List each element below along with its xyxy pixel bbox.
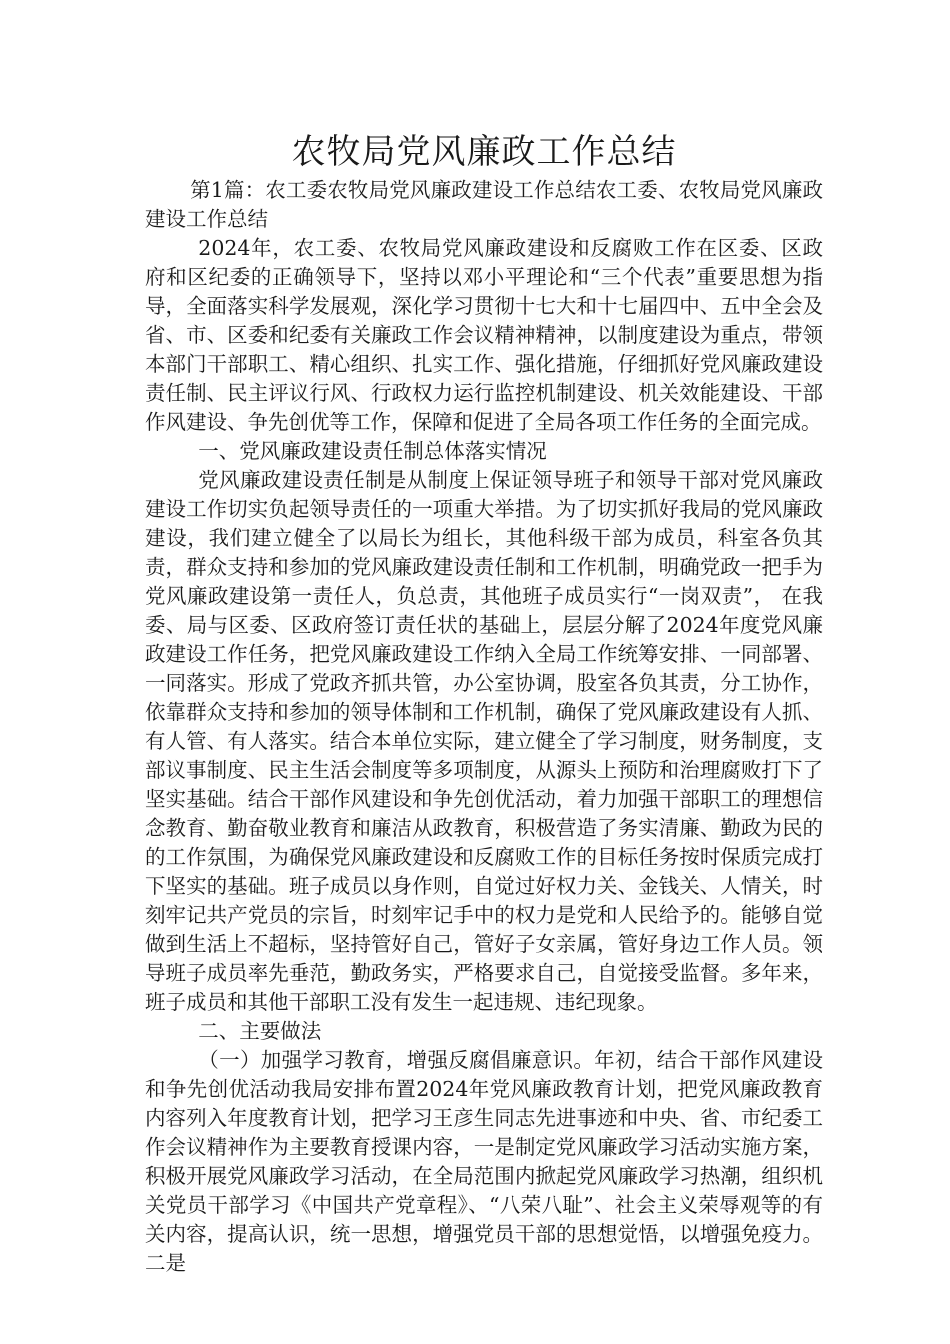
paragraph-responsibility: 党风廉政建设责任制是从制度上保证领导班子和领导干部对党风廉政建设工作切实负起领导责任的一项重大举措。为了切实抓好我局的党风廉政建设，我们建立健全了以局长为组长，其他科级干部为成员，科室各负其责，群众支持和参加的党风廉政建设责任制和工作机制，明确党政一把手为党风廉政建设第一责任人，负总责，其他班子成员实行“一岗双责”， 在我委、局与区委、区政府签订责任状的基础上，层层分解了2024年度党风廉政建设工作任务，把党风廉政建设工作纳入全局工作统筹安排、一同部署、一同落实。形成了党政齐抓共管，办公室协调，股室各负其责，分工协作，依靠群众支持和参加的领导体制和工作机制，确保了党风廉政建设有人抓、有人管、有人落实。结合本单位实际，建立健全了学习制度，财务制度，支部议事制度、民主生活会制度等多项制度，从源头上预防和治理腐败打下了坚实基础。结合干部作风建设和争先创优活动，着力加强干部职工的理想信念教育、勤奋敬业教育和廉洁从政教育，积极营造了务实清廉、勤政为民的的工作氛围，为确保党风廉政建设和反腐败工作的目标任务按时保质完成打下坚实的基础。班子成员以身作则，自觉过好权力关、金钱关、人情关，时刻牢记共产党员的宗旨，时刻牢记手中的权力是党和人民给予的。能够自觉做到生活上不超标，坚持管好自己，管好子女亲属，管好身边工作人员。领导班子成员率先垂范，勤政务实，严格要求自己，自觉接受监督。多年来，班子成员和其他干部职工没有发生一起违规、违纪现象。: [145, 468, 823, 1014]
document-page: [145, 128, 823, 1278]
paragraph-intro: 2024年，农工委、农牧局党风廉政建设和反腐败工作在区委、区政府和区纪委的正确领导下，坚持以邓小平理论和“三个代表”重要思想为指导，全面落实科学发展观，深化学习贯彻十七大和十七届四中、五中全会及省、市、区委和纪委有关廉政工作会议精神精神，以制度建设为重点，带领本部门干部职工、精心组织、扎实工作、强化措施，仔细抓好党风廉政建设责任制、民主评议行风、行政权力运行监控机制建设、机关效能建设、干部作风建设、争先创优等工作，保障和促进了全局各项工作任务的全面完成。: [145, 236, 823, 434]
chapter-heading: 第1篇：农工委农牧局党风廉政建设工作总结农工委、农牧局党风廉政建设工作总结: [145, 178, 823, 231]
section-heading-1: 一、党风廉政建设责任制总体落实情况: [198, 439, 547, 463]
document-title: 农牧局党风廉政工作总结: [291, 132, 677, 172]
paragraph-measures: （一）加强学习教育，增强反腐倡廉意识。年初，结合干部作风建设和争先创优活动我局安排布置2024年党风廉政教育计划，把党风廉政教育内容列入年度教育计划，把学习王彦生同志先进事迹和中央、省、市纪委工作会议精神作为主要教育授课内容，一是制定党风廉政学习活动实施方案，积极开展党风廉政学习活动，在全局范围内掀起党风廉政学习热潮，组织机关党员干部学习《中国共产党章程》、“八荣八耻”、社会主义荣辱观等的有关内容，提高认识，统一思想，增强党员干部的思想觉悟，以增强免疫力。二是: [145, 1048, 823, 1275]
section-heading-2: 二、主要做法: [198, 1019, 322, 1043]
